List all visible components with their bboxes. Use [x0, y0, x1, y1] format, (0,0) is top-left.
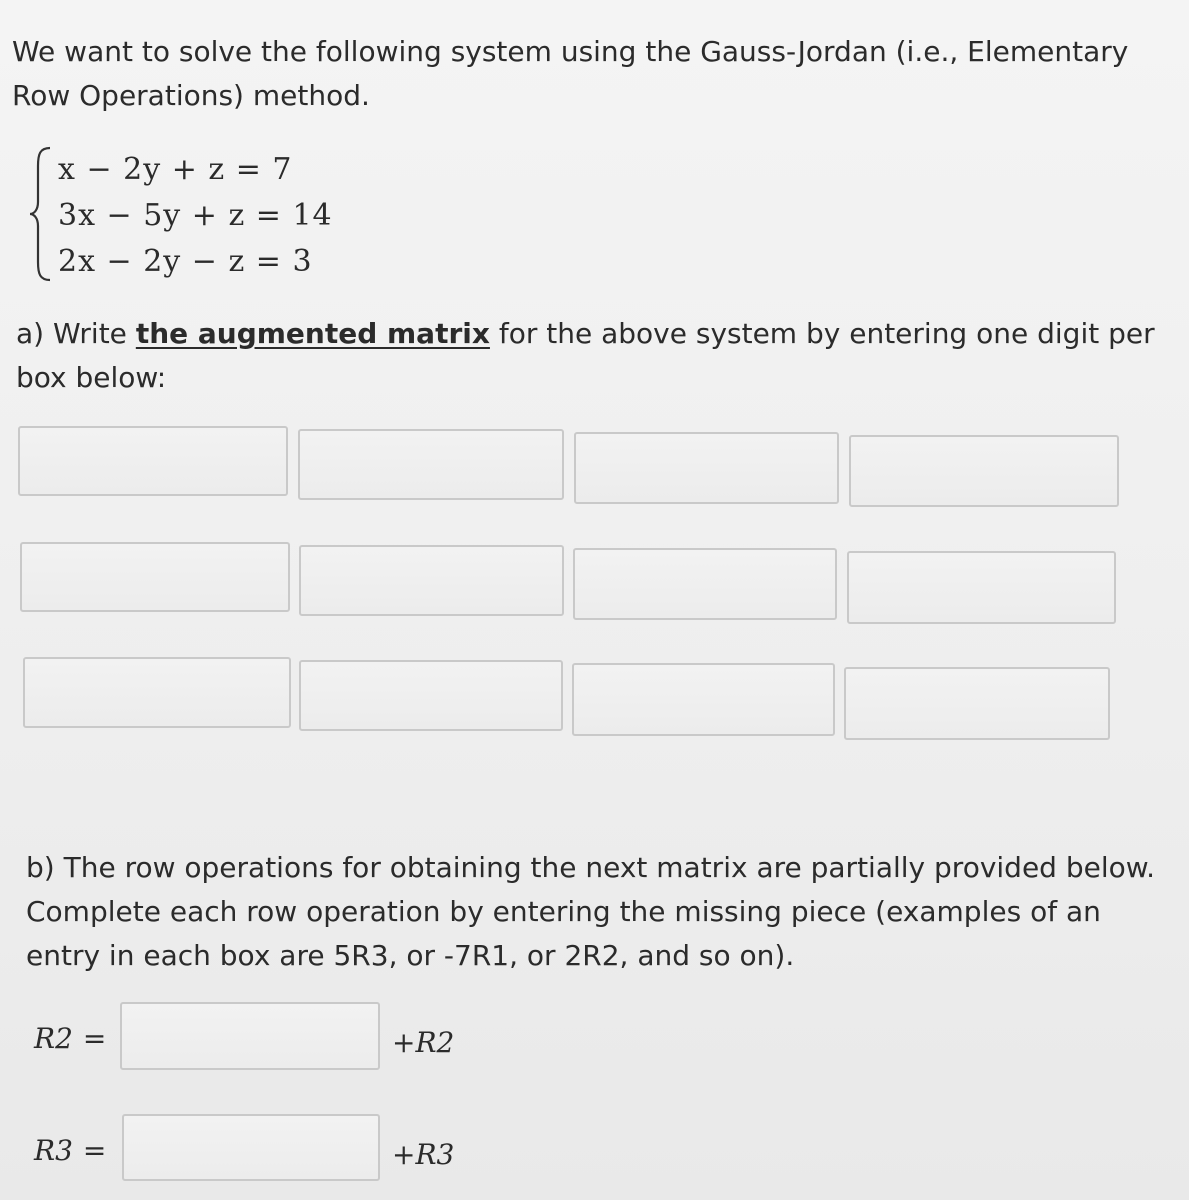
- part-a-prefix: a) Write: [16, 317, 136, 350]
- row-operation-r2-equals: =: [82, 1022, 107, 1055]
- matrix-cell-r1-c4[interactable]: [849, 435, 1119, 507]
- matrix-cell-r2-c3[interactable]: [573, 548, 837, 620]
- row-operation-r3-rhs: R3: [415, 1138, 455, 1171]
- matrix-cell-r1-c3[interactable]: [574, 432, 839, 504]
- row-operation-r2-rhs: R2: [415, 1026, 455, 1059]
- matrix-cell-r1-c1[interactable]: [18, 426, 288, 496]
- matrix-cell-r3-c1[interactable]: [23, 657, 291, 728]
- matrix-cell-r3-c2[interactable]: [299, 660, 563, 731]
- part-a-suffix: for the above system by entering one digit per box below:: [16, 317, 1155, 394]
- part-a-instructions: [16, 312, 1176, 400]
- matrix-cell-r1-c2[interactable]: [298, 429, 564, 500]
- row-operation-r3-plus: +: [392, 1138, 416, 1171]
- equation-3: 2x − 2y − z = 3: [58, 244, 313, 279]
- matrix-cell-r3-c4[interactable]: [844, 667, 1110, 740]
- row-operation-r2-plus: +: [392, 1026, 416, 1059]
- equation-1: x − 2y + z = 7: [58, 152, 293, 187]
- row-operation-r3-lhs: R3: [34, 1134, 73, 1167]
- matrix-cell-r2-c1[interactable]: [20, 542, 290, 612]
- matrix-cell-r2-c4[interactable]: [847, 551, 1116, 624]
- equation-2: 3x − 5y + z = 14: [58, 198, 333, 233]
- intro-text: We want to solve the following system using the Gauss-Jordan (i.e., Elementary Row Operations) method.: [12, 35, 1129, 112]
- row-operation-r2-input[interactable]: [120, 1002, 380, 1070]
- row-operation-r3-suffix: [392, 1138, 454, 1171]
- matrix-cell-r3-c3[interactable]: [572, 663, 835, 736]
- left-brace-icon: [28, 146, 54, 282]
- part-b-instructions: b) The row operations for obtaining the next matrix are partially provided below. Complete each row operation by entering the missing piece (examples of an entry in each box are 5R3, or -7R1, or 2R2, and so on).: [26, 851, 1155, 972]
- row-operation-r3-equals: =: [82, 1134, 107, 1167]
- row-operation-r3-input[interactable]: [122, 1114, 380, 1181]
- row-operation-r2-suffix: [392, 1026, 454, 1059]
- row-operation-r2-label: [34, 1022, 106, 1055]
- row-operation-r2-lhs: R2: [34, 1022, 73, 1055]
- augmented-matrix-link: the augmented matrix: [135, 317, 490, 350]
- row-operation-r3-label: [34, 1134, 106, 1167]
- matrix-cell-r2-c2[interactable]: [299, 545, 564, 616]
